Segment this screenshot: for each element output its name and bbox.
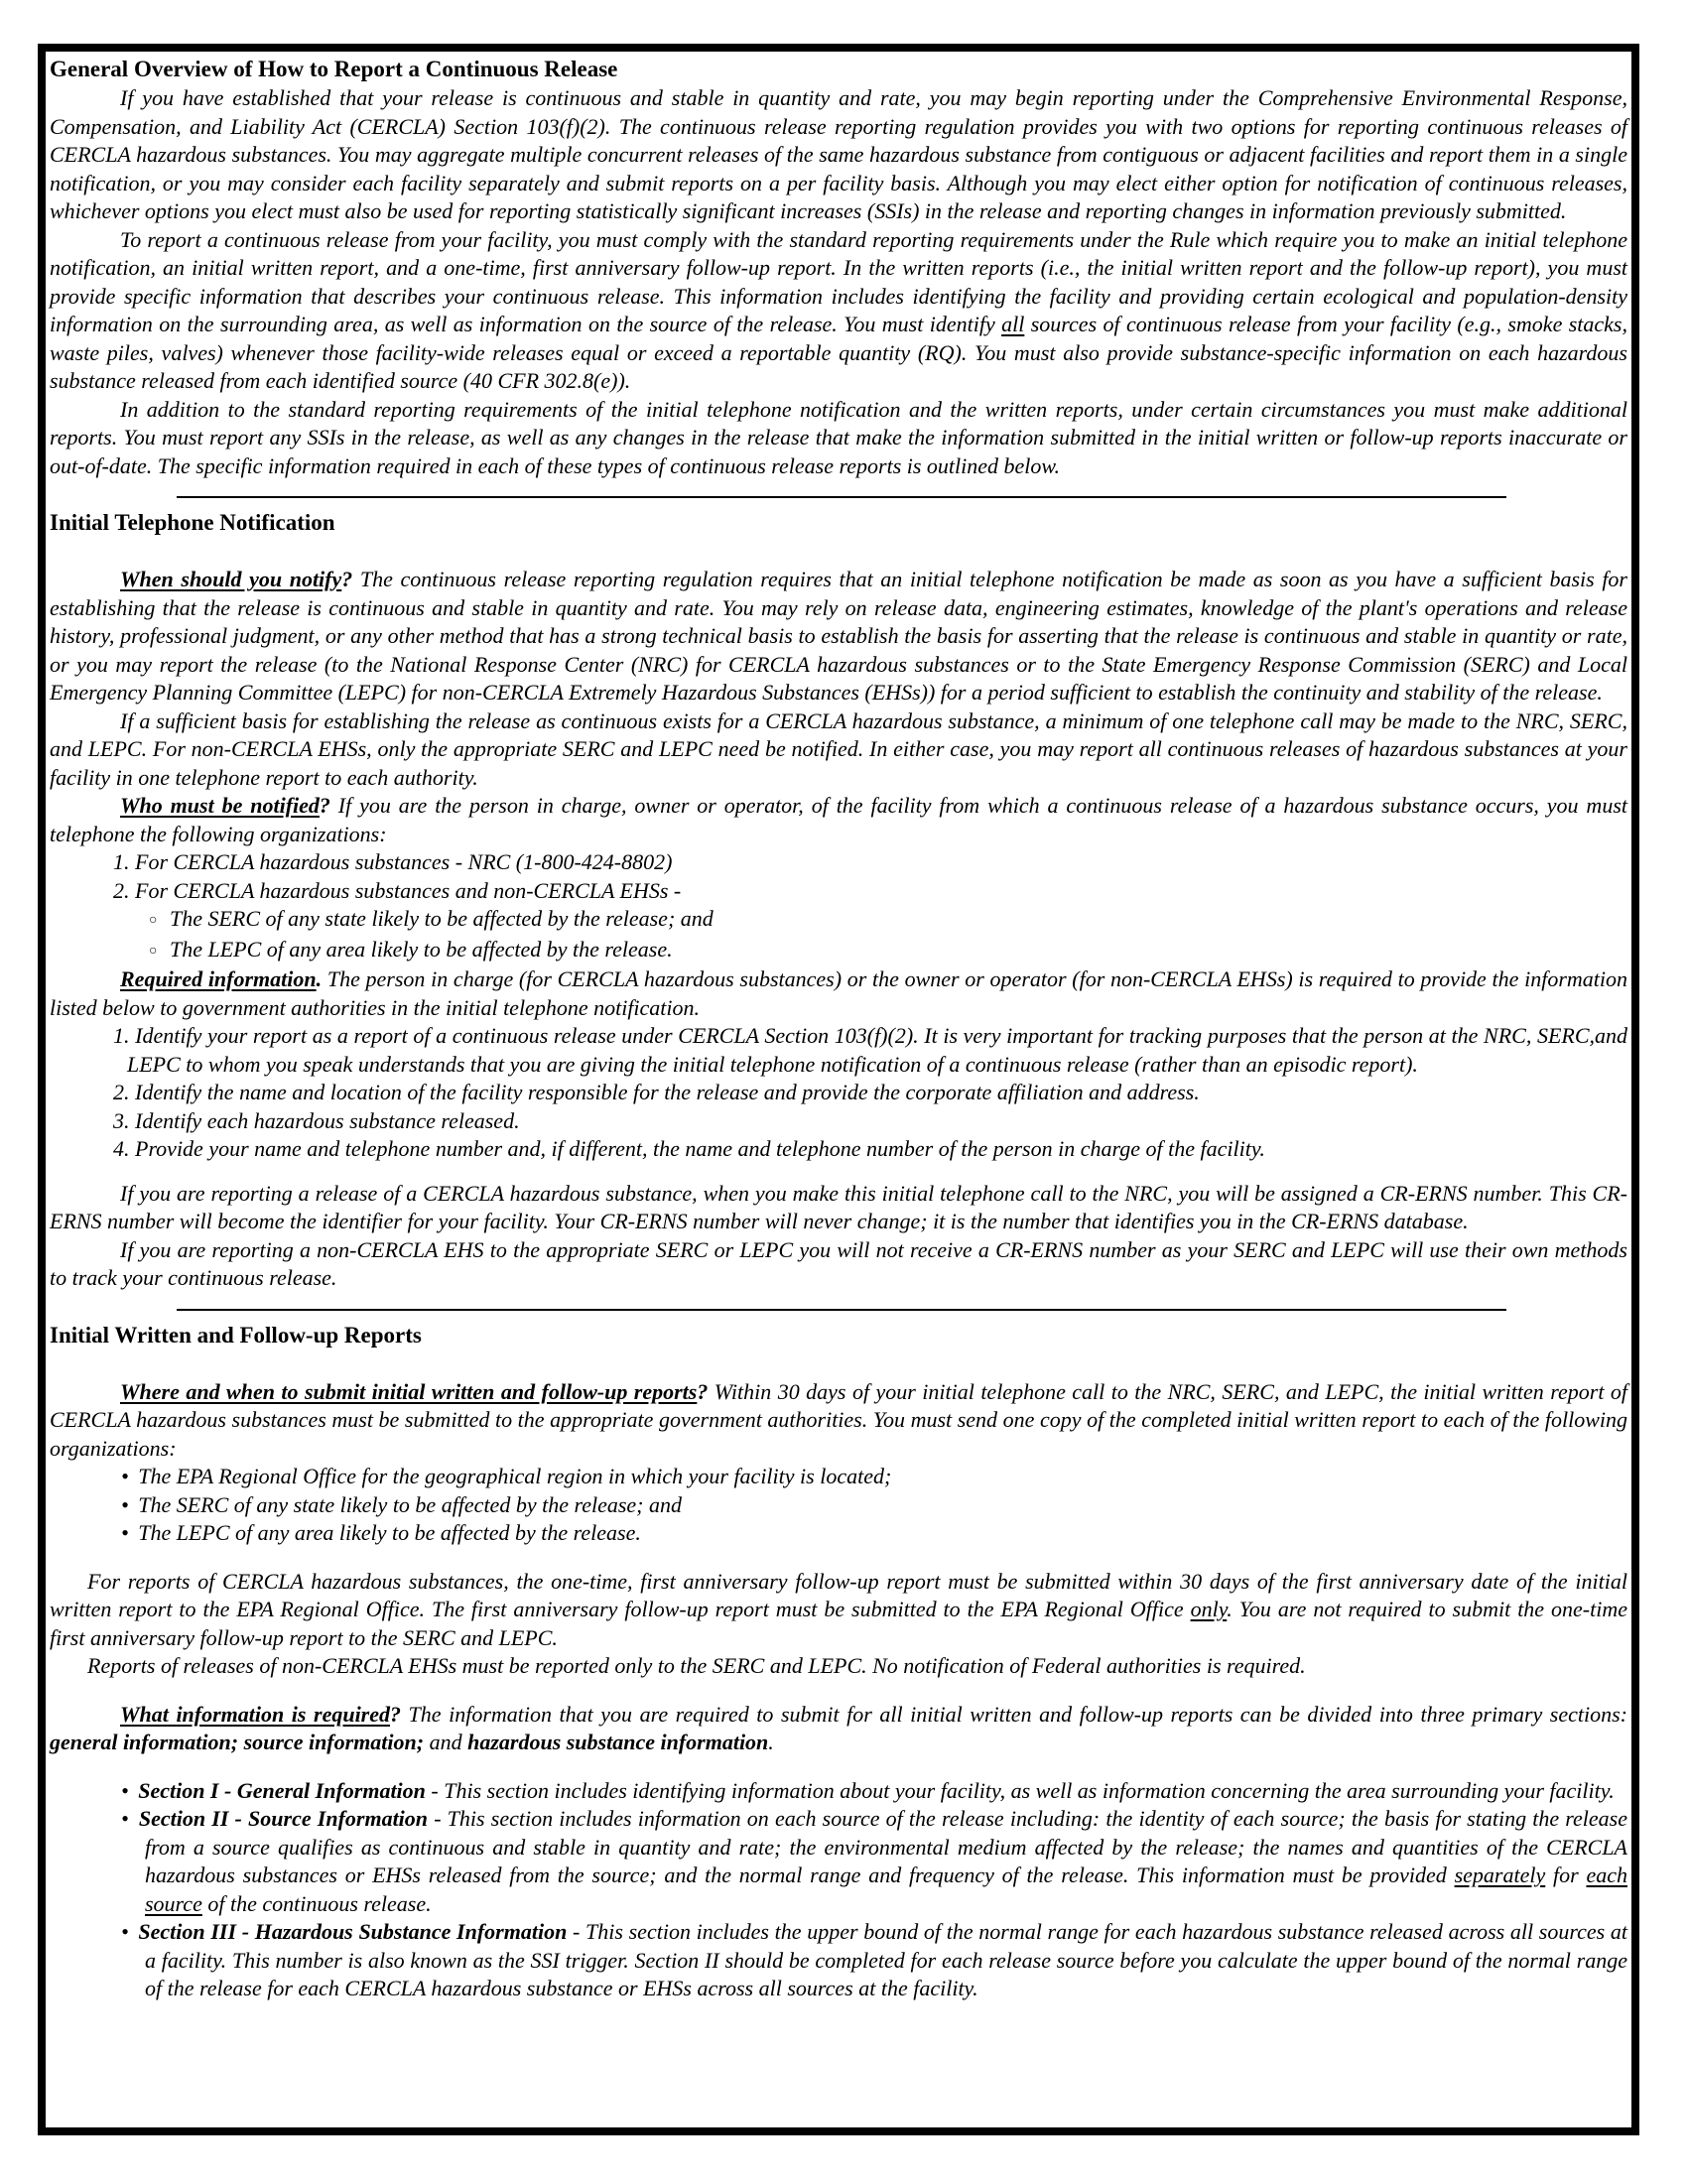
paragraph	[50, 1180, 1627, 1236]
paragraph	[50, 707, 1627, 793]
text-run: .	[768, 1730, 774, 1754]
section-heading: General Overview of How to Report a Continuous Release	[50, 57, 618, 81]
section-heading: Initial Telephone Notification	[50, 510, 335, 535]
list-item	[113, 1079, 1627, 1107]
text-run: sources of continuous release from your facility (e.g., smoke stacks, waste piles, valves) whenever those facility-wide releases equal or exceed a reportable quantity (RQ). You must also provide substance-specific information on each hazardous substance released from each identified source (40 CFR 302.8(e)).	[50, 312, 1627, 393]
number-marker: 3.	[113, 1107, 130, 1133]
text-run: each source	[145, 1863, 1627, 1916]
paragraph	[50, 1568, 1627, 1653]
list-item	[113, 1107, 1627, 1136]
page-border-box	[38, 44, 1639, 2135]
text-run: Where and when to submit initial written and follow-up reports	[120, 1378, 698, 1404]
list-item	[121, 1463, 1627, 1491]
number-marker: 1.	[113, 1023, 130, 1048]
text-run: To report a continuous release from your facility, you must comply with the standard reporting requirements under the Rule which require you to make an initial telephone notification, an initial written report, and a one-time, first anniversary follow-up report. In the written reports (i.e., the initial written report and the follow-up report), you must provide specific information that describes your continuous release. This information includes identifying the facility and providing certain ecological and population-density information on the surrounding area, as well as information on the source of the release. You must identify	[50, 226, 1627, 336]
document-content	[50, 54, 1627, 2003]
text-run: general information; source information;	[50, 1730, 425, 1754]
text-run: The SERC of any state likely to be affected by the release; and	[138, 1491, 683, 1517]
bullet-marker: •	[121, 1919, 129, 1944]
list-item	[113, 1135, 1627, 1164]
number-marker: 4.	[113, 1136, 130, 1161]
number-marker: 1.	[113, 849, 130, 874]
paragraph	[50, 965, 1627, 1022]
text-run: The EPA Regional Office for the geographical region in which your facility is located;	[138, 1464, 892, 1488]
text-run: If a sufficient basis for establishing the release as continuous exists for a CERCLA hazardous substance, a minimum of one telephone call may be made to the NRC, SERC, and LEPC. For non-CERCLA EHSs, only the appropriate SERC and LEPC need be notified. In either case, you may report all continuous releases of hazardous substances at your facility in one telephone report to each authority.	[50, 707, 1627, 790]
text-run: What information is required	[120, 1701, 391, 1727]
text-run: - This section includes identifying information about your facility, as well as information concerning the area surrounding your facility.	[425, 1777, 1615, 1803]
text-run: Required information	[120, 966, 317, 991]
text-run: Section I - General Information	[138, 1777, 426, 1803]
bullet-marker: •	[121, 1491, 129, 1517]
horizontal-rule	[177, 496, 1506, 498]
paragraph	[50, 1701, 1627, 1757]
list-item	[113, 1022, 1627, 1079]
text-run: The LEPC of any area likely to be affected by the release.	[169, 936, 673, 962]
paragraph	[50, 792, 1627, 848]
text-run: If you are reporting a non-CERCLA EHS to the appropriate SERC or LEPC you will not receive a CR-ERNS number as your SERC and LEPC will use their own methods to track your continuous release.	[50, 1236, 1627, 1290]
list-item	[149, 905, 1627, 936]
section-heading: Initial Written and Follow-up Reports	[50, 1322, 422, 1348]
text-run: ?	[697, 1378, 709, 1404]
text-run: Section III - Hazardous Substance Information	[138, 1919, 568, 1944]
list-item	[113, 848, 1627, 877]
text-run: The SERC of any state likely to be affected by the release; and	[169, 906, 714, 931]
text-run: and	[424, 1730, 468, 1754]
text-run: If you have established that your release is continuous and stable in quantity and rate, you may begin reporting under the Comprehensive Environmental Response, Compensation, and Liability Act (CERCLA) Section 103(f)(2). The continuous release reporting regulation provides you with two options for reporting continuous releases of CERCLA hazardous substances. You may aggregate multiple concurrent releases of the same hazardous substance from contiguous or adjacent facilities and report them in a single notification, or you may consider each facility separately and submit reports on a per facility basis. Although you may elect either option for notification of continuous releases, whichever options you elect must also be used for reporting statistically significant increases (SSIs) in the release and reporting changes in information previously submitted.	[50, 85, 1627, 223]
text-run: If you are the person in charge, owner or operator, of the facility from which a continuous release of a hazardous substance occurs, you must telephone the following organizations:	[50, 793, 1627, 846]
paragraph	[50, 226, 1627, 396]
text-run: The LEPC of any area likely to be affected by the release.	[138, 1520, 641, 1545]
text-run: For CERCLA hazardous substances and non-CERCLA EHSs -	[135, 877, 682, 903]
number-marker: 2.	[113, 1080, 130, 1104]
text-run: For reports of CERCLA hazardous substances, the one-time, first anniversary follow-up report must be submitted within 30 days of the first anniversary date of the initial written report to the EPA Regional Office. The first anniversary follow-up report must be submitted to the EPA Regional Office	[50, 1568, 1627, 1621]
paragraph	[50, 396, 1627, 481]
paragraph	[50, 566, 1627, 707]
text-run: ?	[341, 567, 353, 591]
list-item	[121, 1519, 1627, 1548]
text-run: Identify your report as a report of a continuous release under CERCLA Section 103(f)(2). It is very important for tracking purposes that the person at the NRC, SERC,and LEPC to whom you speak understands that you are giving the initial telephone notification of a continuous release (rather than an episodic report).	[127, 1023, 1627, 1077]
circle-marker: ○	[149, 943, 158, 959]
text-run: hazardous substance information	[467, 1730, 769, 1754]
text-run: The continuous release reporting regulation requires that an initial telephone notification be made as soon as you have a sufficient basis for establishing that the release is continuous and stable in quantity and rate. You may rely on release data, engineering estimates, knowledge of the plant's operations and release history, professional judgment, or any other method that has a strong technical basis to establish the basis for asserting that the release is continuous and stable in quantity or rate, or you may report the release (to the National Response Center (NRC) for CERCLA hazardous substances or to the State Emergency Response Commission (SERC) and Local Emergency Planning Committee (LEPC) for non-CERCLA Extremely Hazardous Substances (EHSs)) for a period sufficient to establish the continuity and stability of the release.	[50, 567, 1627, 705]
circle-marker: ○	[149, 913, 158, 928]
text-run: If you are reporting a release of a CERCLA hazardous substance, when you make this initial telephone call to the NRC, you will be assigned a CR-ERNS number. This CR-ERNS number will become the identifier for your facility. Your CR-ERNS number will never change; it is the number that identifies you in the CR-ERNS database.	[50, 1180, 1627, 1233]
list-item	[113, 877, 1627, 906]
text-run: only	[1190, 1597, 1228, 1621]
text-run: - This section includes the upper bound of the normal range for each hazardous substance released across all sources at a facility. This number is also known as the SSI trigger. Section II should be completed for each release source before you calculate the upper bound of the normal range of the release for each CERCLA hazardous substance or EHSs across all sources at the facility.	[145, 1919, 1628, 2000]
bullet-marker: •	[121, 1464, 129, 1488]
bullet-marker: •	[121, 1777, 129, 1803]
text-run: Who must be notified	[120, 793, 320, 818]
paragraph	[50, 1236, 1627, 1293]
paragraph	[50, 1652, 1627, 1681]
text-run: . You are not required to submit the one-time first anniversary follow-up report to the SERC and LEPC.	[50, 1597, 1627, 1650]
bullet-list	[50, 1463, 1627, 1548]
text-run: Provide your name and telephone number and, if different, the name and telephone number of the person in charge of the facility.	[135, 1136, 1265, 1161]
text-run: When should you notify	[120, 567, 342, 591]
bullet-marker: •	[121, 1806, 129, 1831]
paragraph	[50, 1378, 1627, 1464]
text-run: ?	[390, 1701, 402, 1727]
numbered-list	[50, 1022, 1627, 1164]
text-run: separately	[1454, 1863, 1546, 1887]
bullet-list	[50, 1777, 1627, 2003]
numbered-list	[50, 848, 1627, 965]
bullet-marker: •	[121, 1520, 129, 1545]
text-run: For CERCLA hazardous substances - NRC (1-800-424-8802)	[135, 849, 673, 874]
text-run: of the continuous release.	[201, 1890, 432, 1916]
list-item	[121, 1777, 1627, 1806]
text-run: The information that you are required to submit for all initial written and follow-up reports can be divided into three primary sections:	[401, 1701, 1628, 1727]
list-item	[121, 1918, 1627, 2003]
list-item	[149, 936, 1627, 966]
text-run: Identify each hazardous substance released.	[135, 1107, 520, 1133]
text-run: Reports of releases of non-CERCLA EHSs must be reported only to the SERC and LEPC. No notification of Federal authorities is required.	[87, 1653, 1306, 1678]
paragraph	[50, 84, 1627, 226]
text-run: - This section includes information on each source of the release including: the identity of each source; the basis for stating the release from a source qualifies as continuous and stable in quantity and rate; the environmental medium affected by the release; the names and quantities of the CERCLA hazardous substances or EHSs released from the source; and the normal range and frequency of the release. This information must be provided	[145, 1806, 1627, 1887]
text-run: .	[316, 966, 323, 991]
text-run: all	[1001, 312, 1025, 336]
text-run: ?	[319, 793, 330, 818]
text-run: The person in charge (for CERCLA hazardous substances) or the owner or operator (for non-CERCLA EHSs) is required to provide the information listed below to government authorities in the initial telephone notification.	[50, 966, 1627, 1020]
list-item	[121, 1491, 1627, 1520]
text-run: for	[1545, 1863, 1587, 1887]
text-run: In addition to the standard reporting requirements of the initial telephone notification and the written reports, under certain circumstances you must make additional reports. You must report any SSIs in the release, as well as any changes in the release that make the information submitted in the initial written or follow-up reports inaccurate or out-of-date. The specific information required in each of these types of continuous release reports is outlined below.	[50, 396, 1627, 478]
text-run: Identify the name and location of the facility responsible for the release and provide the corporate affiliation and address.	[135, 1080, 1200, 1104]
text-run: Section II - Source Information	[138, 1806, 429, 1831]
horizontal-rule	[177, 1309, 1506, 1311]
list-item	[121, 1805, 1627, 1918]
text-run: Within 30 days of your initial telephone call to the NRC, SERC, and LEPC, the initial written report of CERCLA hazardous substances must be submitted to the appropriate government authorities. You must send one copy of the completed initial written report to each of the following organizations:	[50, 1378, 1627, 1461]
number-marker: 2.	[113, 877, 130, 903]
